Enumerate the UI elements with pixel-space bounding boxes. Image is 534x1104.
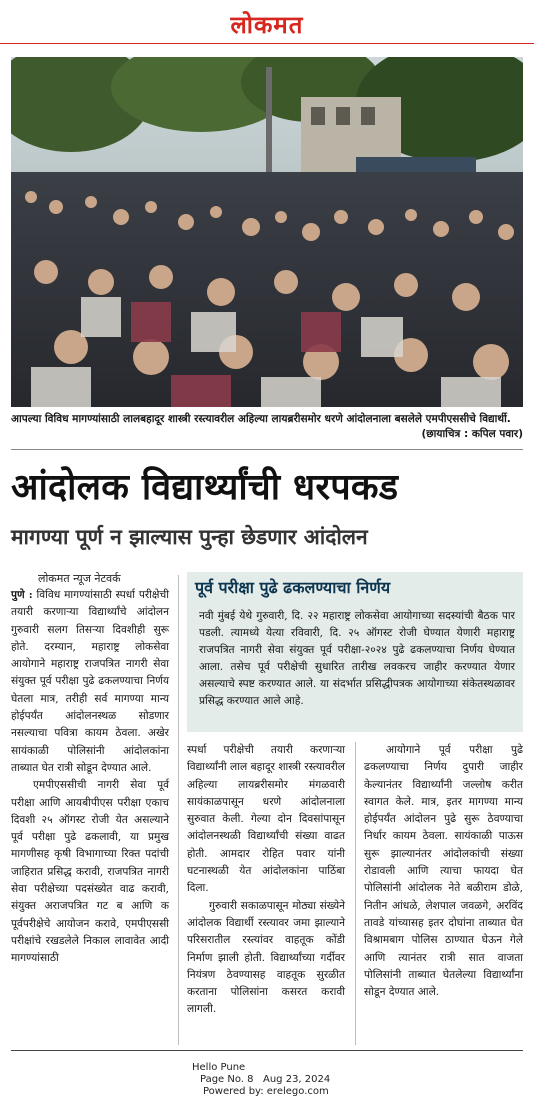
- footer-powered: Powered by: erelego.com: [203, 1086, 329, 1097]
- paragraph-text: विविध मागण्यांसाठी स्पर्धा परीक्षेची तयारी करणाऱ्या विद्यार्थ्यांचे आंदोलन गुरुवारी सलग तिसऱ्या दिवशीही सुरू होते. दरम्यान, महाराष्ट्र लोकसेवा आयोगाने महाराष्ट्र राजपत्रित नागरी सेवा संयुक्त पूर्व परीक्षा पुढे ढकलण्याचा निर्णय घेतला मात्र, तरीही सर्व मागण्या मान्य होईपर्यंत आंदोलनस्थळ सोडणार नसल्याचा पवित्रा कायम ठेवला. अखेर सायंकाळी पोलिसांनी आंदोलकांना ताब्यात घेत रात्री सोडून देण्यात आले.: [11, 589, 169, 774]
- photo-caption: [11, 412, 523, 440]
- column-divider: [178, 575, 179, 1045]
- caption-text: आपल्या विविध मागण्यांसाठी लालबहादूर शास्त्री रस्त्यावरील अहिल्या लायब्ररीसमोर धरणे आंदोलनाला बसलेले एमपीएससीचे विद्यार्थी.: [11, 413, 511, 425]
- box-text: नवी मुंबई येथे गुरुवारी, दि. २२ महाराष्ट्र लोकसेवा आयोगाच्या सदस्यांची बैठक पार पडली. त्यामध्ये येत्या रविवारी, दि. २५ ऑगस्ट रोजी घेण्यात येणारी महाराष्ट्र राजपत्रित नागरी सेवा संयुक्त पूर्व परीक्षा-२०२४ पुढे ढकलण्याचा निर्णय घेण्यात आला. तसेच पूर्व परीक्षेची सुधारित तारीख लवकरच जाहीर करण्यात येणार असल्याचे स्पष्ट करण्यात आले. या संदर्भात प्रसिद्धीपत्रक आयोगाच्या संकेतस्थळावर प्रसिद्ध करण्यात आले आहे.: [199, 610, 515, 707]
- newspaper-logo: लोकमत: [230, 11, 304, 39]
- footer-edition: Hello Pune: [192, 1062, 246, 1073]
- highlight-box: [187, 572, 523, 732]
- column-divider: [355, 742, 356, 1045]
- article-paragraph: [11, 587, 169, 777]
- subheadline: मागण्या पूर्ण न झाल्यास पुन्हा छेडणार आंदोलन: [11, 525, 368, 549]
- box-title: पूर्व परीक्षा पुढे ढकलण्याचा निर्णय: [195, 578, 391, 597]
- headline: आंदोलक विद्यार्थ्यांची धरपकड: [11, 467, 399, 508]
- footer-date: Aug 23, 2024: [263, 1074, 331, 1085]
- photo-credit: (छायाचित्र : कपिल पवार): [421, 428, 523, 440]
- article-column-3: [364, 742, 523, 1001]
- article-column-2: [187, 742, 345, 1019]
- caption-divider: [11, 449, 523, 450]
- article-paragraph: एमपीएससीची नागरी सेवा पूर्व परीक्षा आणि आयबीपीएस परीक्षा एकाच दिवशी २५ ऑगस्ट रोजी येत असल्याने पूर्व परीक्षा पुढे ढकलावी, या प्रमुख मागणीसह कृषी विभागाच्या रिक्त पदांची जाहिरात प्रसिद्ध करावी, राजपत्रित नागरी सेवा परीक्षेच्या पदसंख्येत वाढ करावी, संयुक्त अराजपत्रित गट ब आणि क पूर्वपरीक्षेचे आयोजन करावे, एमपीएससी परीक्षांचे रखडलेले निकाल लावावेत आदी मागण्यांसाठी: [11, 779, 169, 965]
- protest-photo: [11, 57, 523, 407]
- article-paragraph: आयोगाने पूर्व परीक्षा पुढे ढकलण्याचा निर्णय दुपारी जाहीर केल्यानंतर विद्यार्थ्यांनी जल्लोष करीत स्वागत केले. मात्र, इतर मागण्या मान्य होईपर्यंत आंदोलन पुढे सुरू ठेवण्याचा निर्धार कायम ठेवला. सायंकाळी पाऊस सुरू झाल्यानंतर आंदोलकांची संख्या रोडावली आणि त्याचा फायदा घेत पोलिसांनी आंदोलक नेते बळीराम डोळे, नितीन आंधळे, लेशपाल जवळगे, अरविंद तावडे यांच्यासह इतर दोघांना ताब्यात घेत विश्रामबाग पोलिस ठाण्यात घेऊन गेले आणि त्यानंतर रात्री सात वाजता पोलिसांनी ताब्यात घेतलेल्या विद्यार्थ्यांना सोडून देण्यात आले.: [364, 744, 523, 999]
- footer-rule: [11, 1050, 523, 1051]
- article-column-1: [11, 587, 169, 968]
- masthead: [0, 0, 534, 42]
- article-paragraph: गुरुवारी सकाळपासून मोठ्या संख्येने आंदोलक विद्यार्थी रस्त्यावर जमा झाल्याने परिसरातील रस्त्यांवर वाहतूक कोंडी निर्माण झाली होती. विद्यार्थ्यांच्या गर्दीवर नियंत्रण ठेवण्यासह वाहतूक सुरळीत करताना पोलिसांना कसरत करावी लागली.: [187, 899, 345, 1016]
- byline: लोकमत न्यूज नेटवर्क: [38, 572, 121, 585]
- article-paragraph: स्पर्धा परीक्षेची तयारी करणाऱ्या विद्यार्थ्यांनी लाल बहादूर शास्त्री रस्त्यावरील अहिल्या लायब्ररीसमोर मंगळवारी सायंकाळपासून धरणे आंदोलनाला सुरुवात केली. गेल्या दोन दिवसांपासून आंदोलनस्थळी विद्यार्थ्यांची संख्या वाढत होती. आमदार रोहित पवार यांनी घटनास्थळी येत आंदोलकांना पाठिंबा दिला.: [187, 744, 345, 895]
- masthead-rule: [0, 43, 534, 44]
- dateline: पुणे :: [11, 589, 33, 601]
- footer-page: Page No. 8: [200, 1074, 254, 1085]
